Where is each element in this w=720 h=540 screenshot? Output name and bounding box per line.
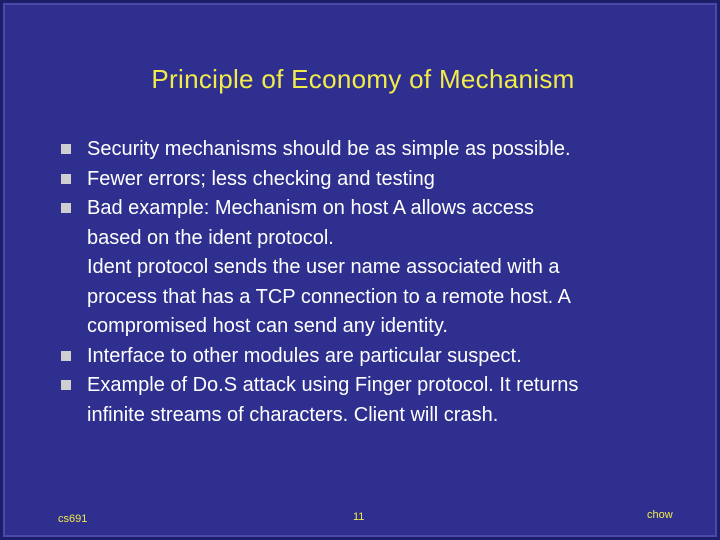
footer-author: chow	[647, 509, 673, 521]
footer-course-label: cs691	[58, 513, 88, 525]
bullet-item	[61, 135, 691, 165]
bullet-text: Example of Do.S attack using Finger protocol. It returns	[87, 374, 579, 396]
bullet-list	[61, 135, 691, 430]
bullet-item	[61, 371, 691, 430]
bullet-text: compromised host can send any identity.	[87, 315, 448, 337]
bullet-text: Bad example: Mechanism on host A allows access	[87, 197, 534, 219]
bullet-text: Fewer errors; less checking and testing	[87, 167, 435, 190]
square-bullet-icon	[61, 174, 71, 184]
bullet-text: based on the ident protocol.	[87, 226, 334, 249]
square-bullet-icon	[61, 380, 71, 390]
bullet-text: Security mechanisms should be as simple as possible.	[87, 138, 571, 160]
bullet-item	[61, 194, 691, 342]
square-bullet-icon	[61, 351, 71, 361]
square-bullet-icon	[61, 203, 71, 213]
bullet-text: Ident protocol sends the user name associated with a	[87, 256, 560, 278]
footer-page-number: 11	[353, 511, 365, 523]
slide-title: Principle of Economy of Mechanism	[151, 64, 575, 94]
square-bullet-icon	[61, 144, 71, 154]
bullet-text: Interface to other modules are particular suspect.	[87, 344, 522, 367]
bullet-text: process that has a TCP connection to a remote host. A	[87, 285, 571, 308]
bullet-item	[61, 342, 691, 372]
bullet-text: infinite streams of characters. Client will crash.	[87, 403, 499, 426]
bullet-item	[61, 165, 691, 195]
